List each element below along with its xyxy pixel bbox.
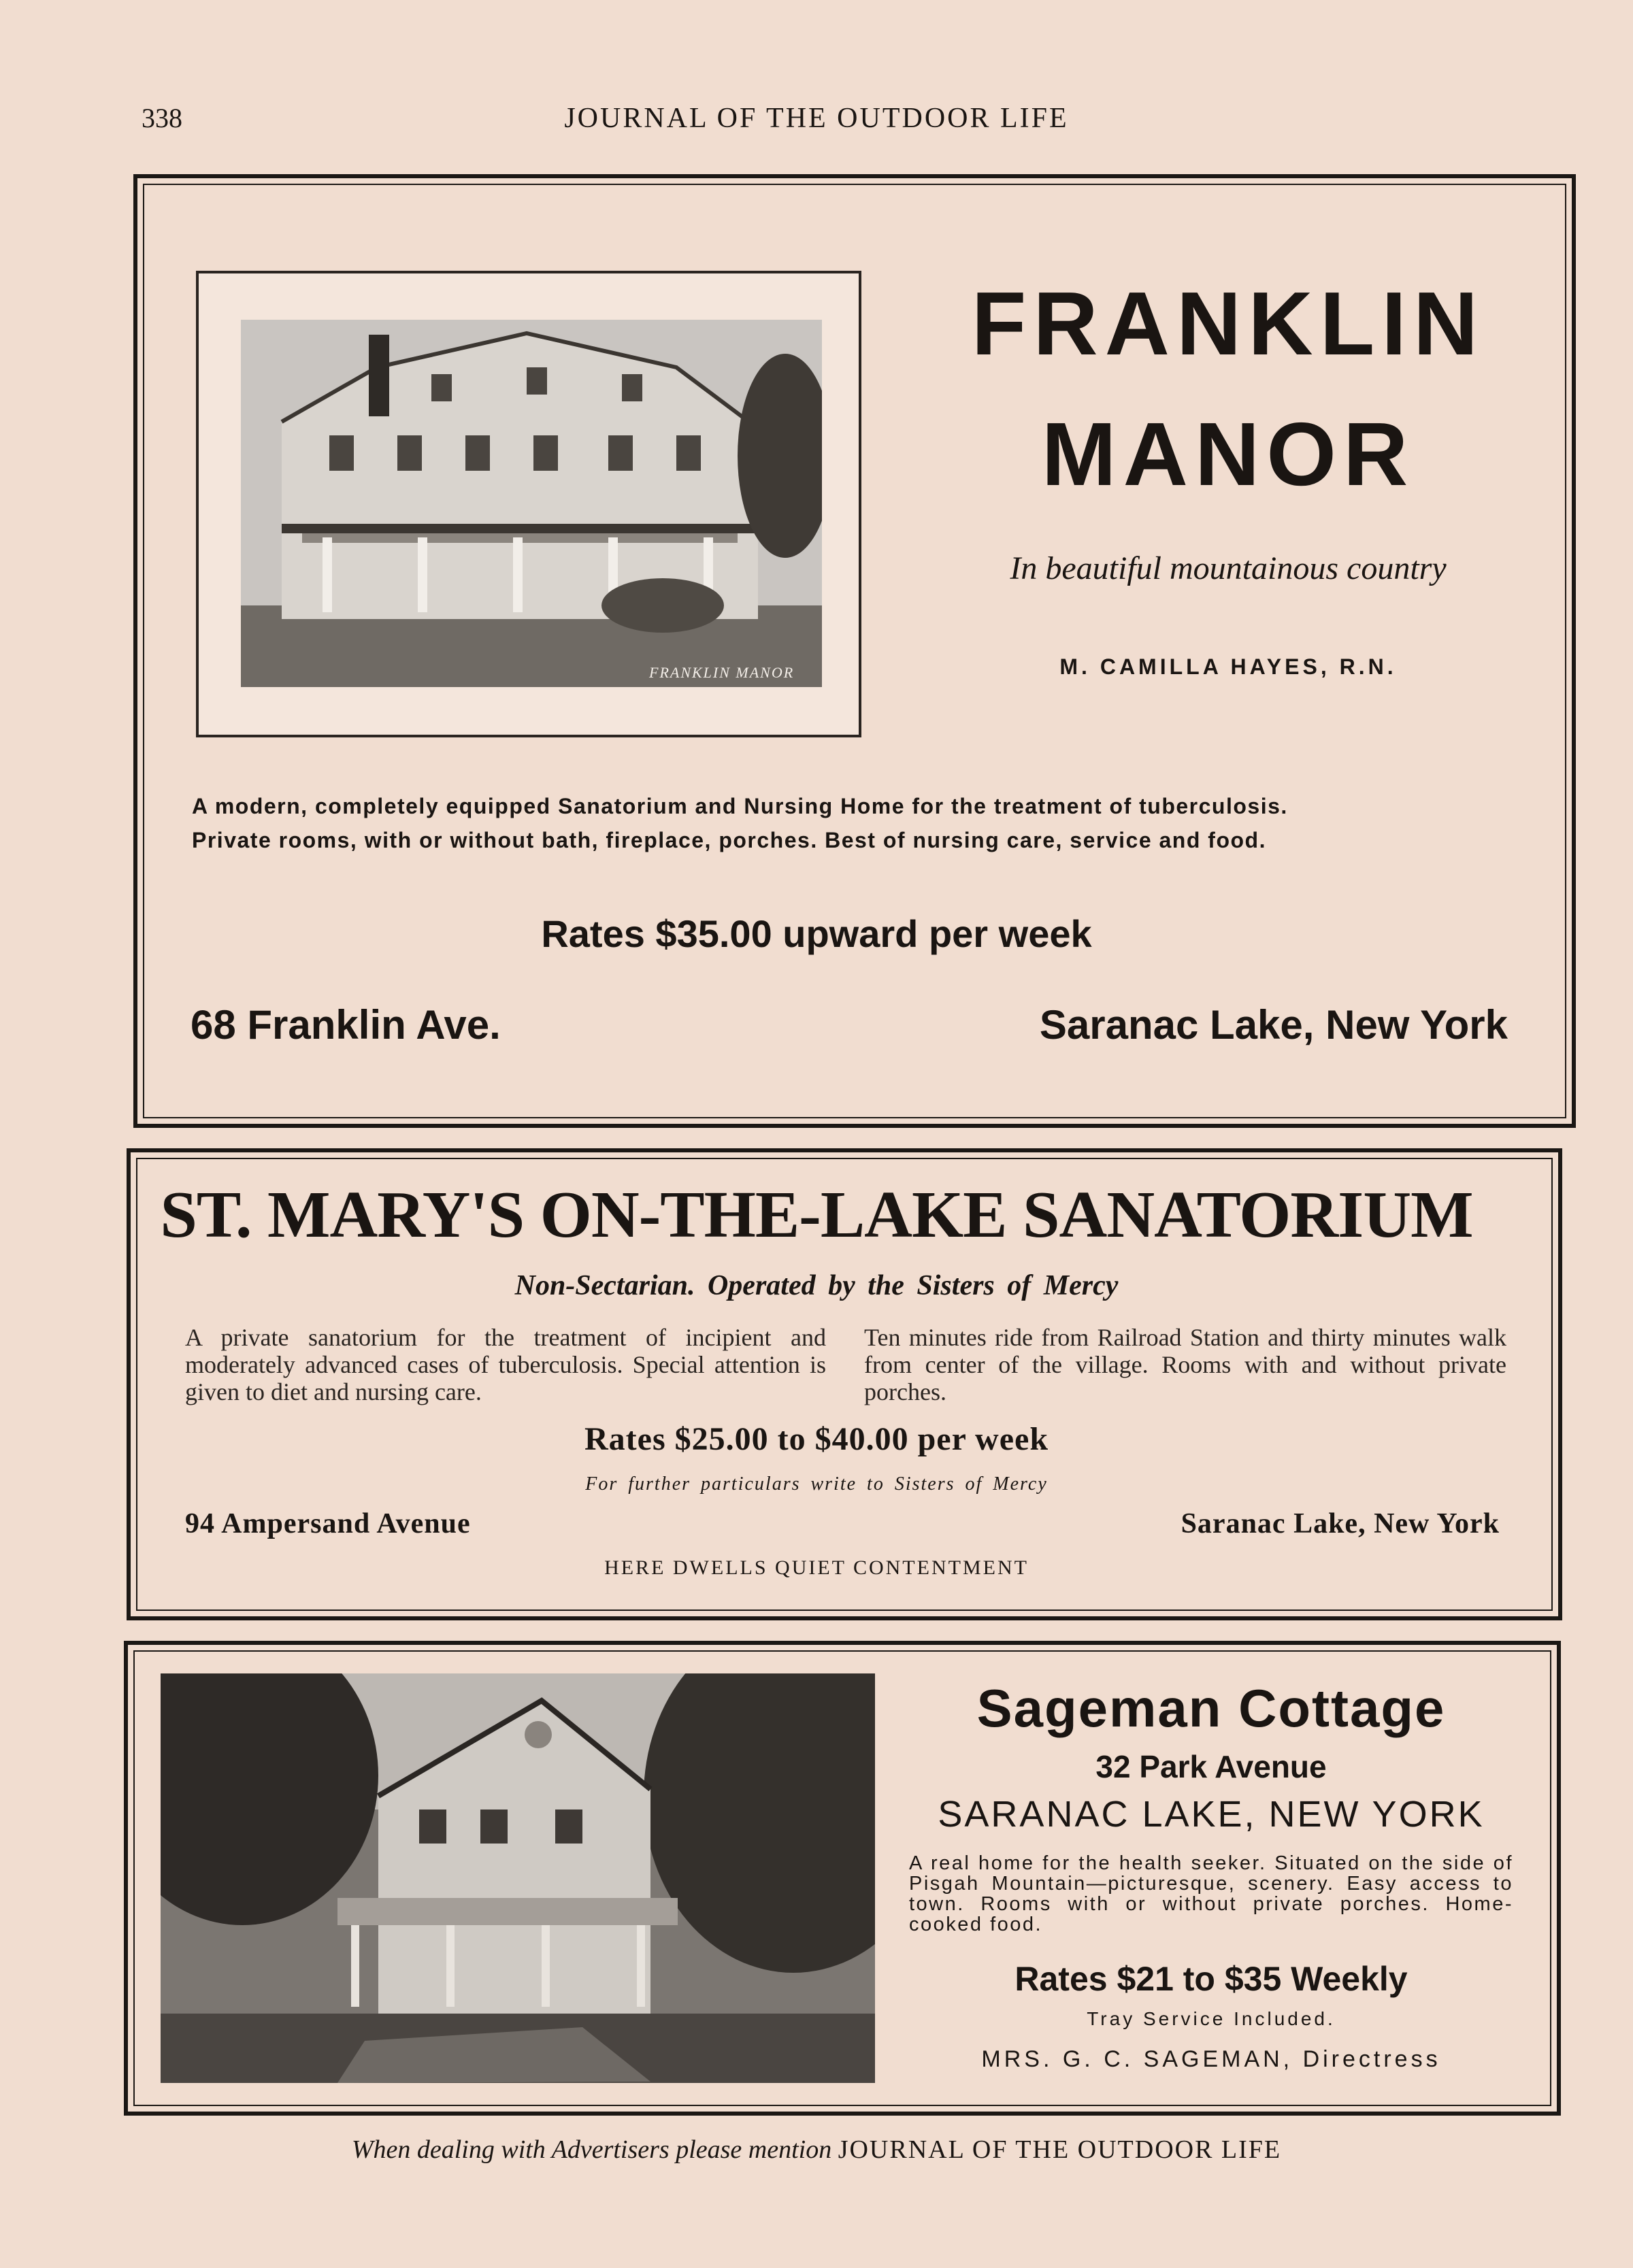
sageman-tray-service: Tray Service Included.: [1087, 2008, 1336, 2029]
sageman-rates: Rates $21 to $35 Weekly: [1015, 1960, 1408, 1998]
franklin-city: Saranac Lake, New York: [1039, 1002, 1508, 1048]
cottage-photo: [161, 1673, 875, 2083]
franklin-tagline: In beautiful mountainous country: [1010, 550, 1447, 586]
st-marys-motto: HERE DWELLS QUIET CONTENTMENT: [604, 1556, 1029, 1579]
st-marys-description-left: A private sanatorium for the treatment of incipient and moderately advanced cases of tuberculosis. Special attention is given to diet and nursing care.: [185, 1324, 826, 1405]
footer-note: [0, 2135, 1633, 2165]
franklin-rates: Rates $35.00 upward per week: [541, 912, 1092, 955]
st-marys-description-right: Ten minutes ride from Railroad Station and thirty minutes walk from center of the village. Rooms with and without private porches.: [864, 1324, 1506, 1405]
page-number: 338: [142, 103, 182, 133]
st-marys-further-particulars: For further particulars write to Sisters of Mercy: [585, 1473, 1048, 1495]
sageman-street: 32 Park Avenue: [1095, 1749, 1327, 1784]
st-marys-title: ST. MARY'S ON-THE-LAKE SANATORIUM: [160, 1178, 1473, 1252]
st-marys-address: 94 Ampersand Avenue: [185, 1508, 471, 1539]
franklin-description: A modern, completely equipped Sanatorium and Nursing Home for the treatment of tuberculosis. Private rooms, with or without bath, fireplace, porches. Best of nursing care, service and food.: [192, 794, 1288, 852]
sageman-cottage-image: [161, 1673, 875, 2083]
st-marys-rates: Rates $25.00 to $40.00 per week: [584, 1421, 1049, 1457]
sageman-title: Sageman Cottage: [976, 1678, 1446, 1738]
franklin-manor-title: FRANKLIN MANOR: [971, 273, 1485, 504]
sageman-director: MRS. G. C. SAGEMAN, Directress: [981, 2046, 1441, 2072]
sageman-city: SARANAC LAKE, NEW YORK: [938, 1794, 1485, 1835]
sageman-description: A real home for the health seeker. Situated on the side of Pisgah Mountain—picturesque, scenery. Easy access to town. Rooms with or without private porches. Home-cooked food.: [909, 1852, 1513, 1935]
footer-journal: JOURNAL OF THE OUTDOOR LIFE: [838, 2135, 1282, 2164]
footer-prefix: When dealing with Advertisers please mention: [351, 2135, 832, 2164]
franklin-manor-house-image: [241, 320, 822, 687]
franklin-director: M. CAMILLA HAYES, R.N.: [1059, 654, 1397, 679]
photo-caption: FRANKLIN MANOR: [649, 664, 795, 681]
house-photo: [241, 320, 822, 687]
franklin-address: 68 Franklin Ave.: [191, 1002, 501, 1048]
st-marys-city: Saranac Lake, New York: [1181, 1508, 1500, 1539]
running-head: JOURNAL OF THE OUTDOOR LIFE: [564, 103, 1069, 134]
photo-frame: [196, 271, 861, 737]
st-marys-subtitle: Non-Sectarian. Operated by the Sisters of Mercy: [514, 1270, 1119, 1301]
